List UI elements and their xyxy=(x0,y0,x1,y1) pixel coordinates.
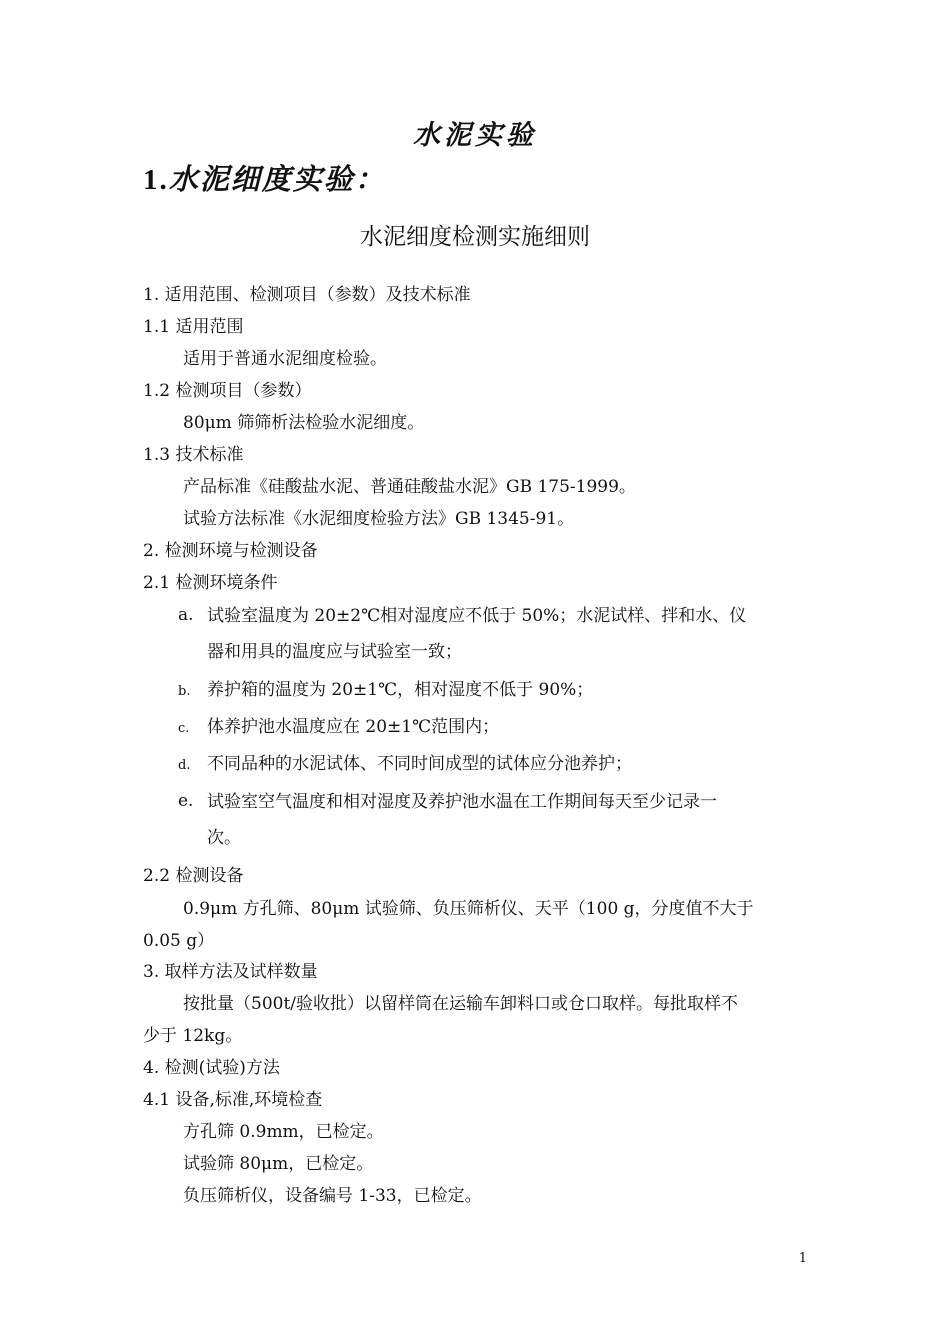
paragraph: 按批量（500t/验收批）以留样筒在运输车卸料口或仓口取样。每批取样不 xyxy=(183,994,739,1014)
paragraph: 方孔筛 0.9mm，已检定。 xyxy=(183,1122,384,1142)
list-item-text: 养护箱的温度为 20±1℃，相对湿度不低于 90%； xyxy=(207,680,594,700)
heading-1-1: 1.1 适用范围 xyxy=(143,317,244,337)
section-heading xyxy=(143,157,386,198)
heading-4-1: 4.1 设备,标准,环境检查 xyxy=(143,1090,323,1110)
heading-2-1: 2.1 检测环境条件 xyxy=(143,573,278,593)
list-item-text: 试验室温度为 20±2℃相对湿度应不低于 50%；水泥试样、拌和水、仪 xyxy=(207,606,747,626)
heading-1-2: 1.2 检测项目（参数） xyxy=(143,381,312,401)
list-item-marker: e. xyxy=(178,791,194,811)
paragraph: 产品标准《硅酸盐水泥、普通硅酸盐水泥》GB 175-1999。 xyxy=(183,477,636,497)
section-number: 1. xyxy=(143,164,169,196)
document-subtitle: 水泥细度检测实施细则 xyxy=(360,224,590,250)
paragraph: 0.9μm 方孔筛、80μm 试验筛、负压筛析仪、天平（100 g，分度值不大于 xyxy=(183,899,754,919)
list-item-text-continued: 次。 xyxy=(207,828,241,848)
paragraph-continued: 0.05 g） xyxy=(143,931,215,951)
heading-1: 1. 适用范围、检测项目（参数）及技术标准 xyxy=(143,285,471,305)
paragraph: 80μm 筛筛析法检验水泥细度。 xyxy=(183,413,425,433)
heading-4: 4. 检测(试验)方法 xyxy=(143,1058,280,1078)
list-item-marker: d. xyxy=(178,758,191,773)
paragraph: 试验筛 80μm，已检定。 xyxy=(183,1154,374,1174)
page-number: 1 xyxy=(798,1251,807,1266)
list-item-text: 试验室空气温度和相对湿度及养护池水温在工作期间每天至少记录一 xyxy=(207,792,717,812)
heading-3: 3. 取样方法及试样数量 xyxy=(143,962,318,982)
list-item-marker: a. xyxy=(178,605,194,625)
paragraph-continued: 少于 12kg。 xyxy=(143,1026,243,1046)
paragraph: 适用于普通水泥细度检验。 xyxy=(183,349,387,369)
heading-2: 2. 检测环境与检测设备 xyxy=(143,541,318,561)
paragraph: 负压筛析仪，设备编号 1-33，已检定。 xyxy=(183,1186,482,1206)
list-item-text: 不同品种的水泥试体、不同时间成型的试体应分池养护； xyxy=(207,754,632,774)
paragraph: 试验方法标准《水泥细度检验方法》GB 1345-91。 xyxy=(183,509,575,529)
list-item-text-continued: 器和用具的温度应与试验室一致； xyxy=(207,642,462,662)
list-item-marker: b. xyxy=(178,684,191,699)
heading-2-2: 2.2 检测设备 xyxy=(143,866,244,886)
page-title: 水泥实验 xyxy=(413,120,537,151)
list-item-text: 体养护池水温度应在 20±1℃范围内； xyxy=(207,717,500,737)
heading-1-3: 1.3 技术标准 xyxy=(143,445,244,465)
section-title: 水泥细度实验： xyxy=(168,162,386,196)
list-item-marker: c. xyxy=(178,721,190,736)
